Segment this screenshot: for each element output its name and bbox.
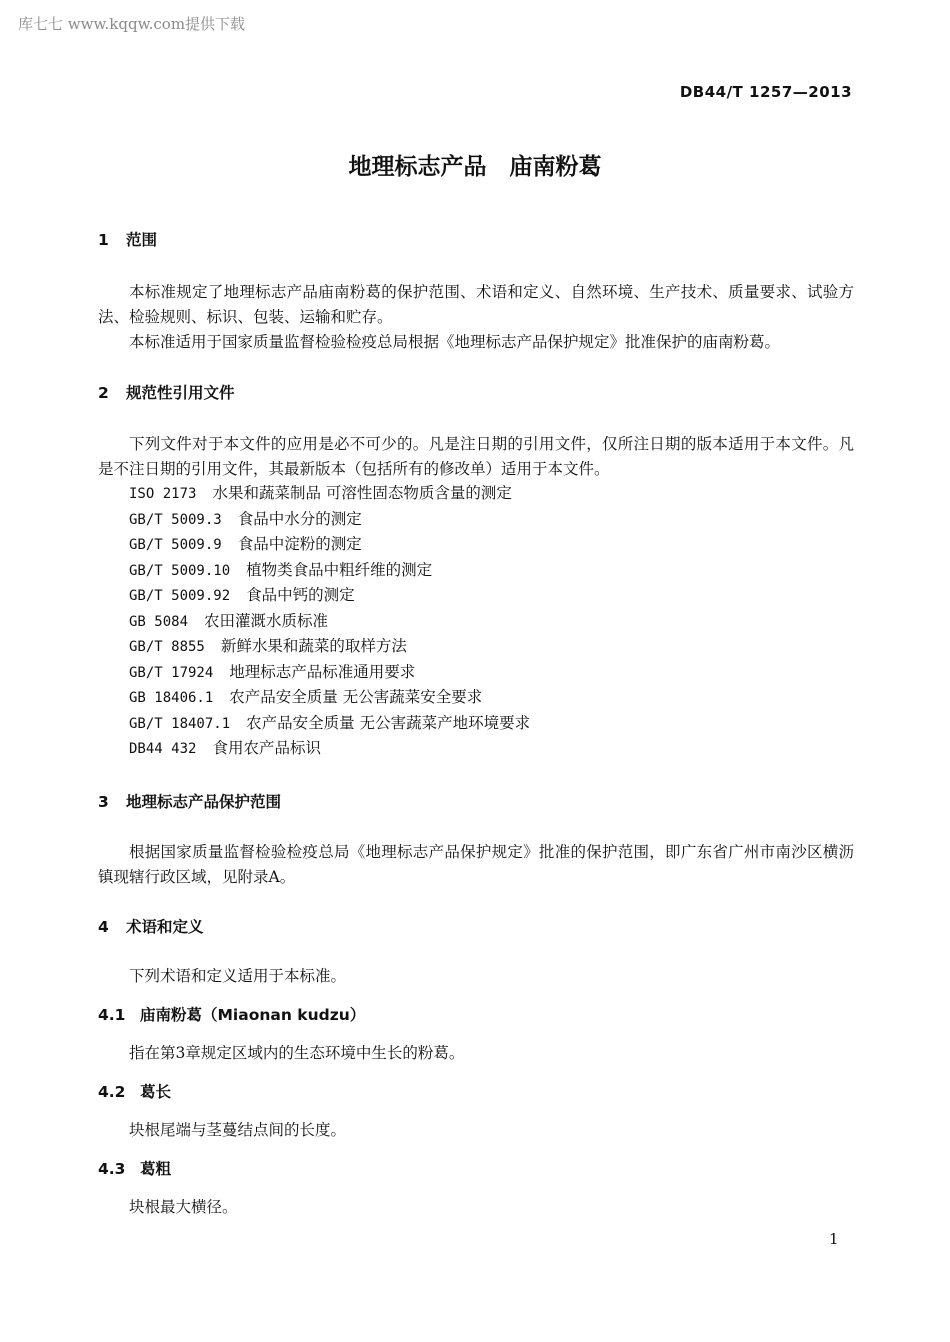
reference-title: 新鲜水果和蔬菜的取样方法 — [220, 637, 407, 655]
reference-title: 农田灌溉水质标准 — [204, 611, 329, 630]
term-4-3-definition: 块根最大横径。 — [129, 1198, 238, 1216]
term-4-1-definition: 指在第3章规定区域内的生态环境中生长的粉葛。 — [129, 1044, 465, 1062]
term-number: 4.1 — [98, 1006, 126, 1024]
section-number: 2 — [98, 384, 109, 402]
term-4-2-definition: 块根尾端与茎蔓结点间的长度。 — [129, 1121, 347, 1139]
section-1-paragraph-1: 本标准规定了地理标志产品庙南粉葛的保护范围、术语和定义、自然环境、生产技术、质量要求、试验方法、检验规则、标识、包装、运输和贮存。 — [98, 283, 854, 326]
reference-item — [129, 507, 530, 533]
reference-item — [129, 711, 530, 737]
term-number: 4.2 — [98, 1083, 126, 1101]
section-3-paragraph: 根据国家质量监督检验检疫总局《地理标志产品保护规定》批准的保护范围，即广东省广州市南沙区横沥镇现辖行政区域，见附录A。 — [98, 843, 854, 886]
term-title: 葛长 — [140, 1083, 172, 1101]
reference-title: 农产品安全质量 无公害蔬菜产地环境要求 — [246, 713, 531, 732]
term-title: 葛粗 — [140, 1160, 172, 1178]
reference-item — [129, 609, 530, 635]
section-1-paragraph-2: 本标准适用于国家质量监督检验检疫总局根据《地理标志产品保护规定》批准保护的庙南粉葛。 — [129, 333, 781, 351]
reference-item — [129, 660, 530, 686]
reference-code: GB/T 5009.9 — [129, 537, 222, 553]
term-4-1-heading — [98, 1003, 365, 1025]
section-title: 范围 — [126, 231, 158, 249]
reference-item — [129, 736, 530, 762]
reference-code: GB/T 17924 — [129, 664, 214, 681]
reference-code: GB/T 5009.3 — [129, 511, 222, 528]
section-3-heading — [98, 790, 281, 812]
reference-title: 食用农产品标识 — [212, 739, 321, 757]
reference-item — [129, 583, 530, 609]
reference-item — [129, 481, 530, 507]
section-4-intro: 下列术语和定义适用于本标准。 — [129, 967, 347, 985]
reference-title: 食品中水分的测定 — [237, 509, 362, 528]
reference-code: GB/T 5009.10 — [129, 562, 231, 579]
term-title: 庙南粉葛（Miaonan kudzu） — [140, 1006, 366, 1024]
reference-title: 植物类食品中粗纤维的测定 — [246, 560, 433, 579]
reference-code: GB 18406.1 — [129, 690, 214, 706]
page-number: 1 — [829, 1230, 839, 1248]
section-title: 术语和定义 — [126, 918, 204, 936]
reference-code: GB/T 5009.92 — [129, 588, 231, 604]
term-number: 4.3 — [98, 1160, 126, 1178]
reference-item — [129, 532, 530, 558]
reference-title: 地理标志产品标准通用要求 — [229, 662, 416, 681]
reference-item — [129, 558, 530, 584]
watermark: 库七七 www.kqqw.com提供下载 — [18, 15, 246, 33]
reference-title: 食品中淀粉的测定 — [237, 535, 362, 553]
standard-code: DB44/T 1257—2013 — [679, 83, 852, 101]
reference-code: ISO 2173 — [129, 486, 197, 502]
section-number: 4 — [98, 918, 109, 936]
section-2-intro: 下列文件对于本文件的应用是必不可少的。凡是注日期的引用文件，仅所注日期的版本适用于本文件。凡是不注日期的引用文件，其最新版本（包括所有的修改单）适用于本文件。 — [98, 435, 854, 478]
section-4-heading — [98, 915, 204, 937]
section-1-heading — [98, 228, 157, 250]
reference-code: DB44 432 — [129, 741, 197, 757]
reference-item — [129, 685, 530, 711]
reference-list — [129, 481, 530, 762]
reference-code: GB 5084 — [129, 613, 189, 630]
reference-code: GB/T 8855 — [129, 639, 205, 655]
reference-title: 水果和蔬菜制品 可溶性固态物质含量的测定 — [212, 484, 512, 502]
section-number: 3 — [98, 793, 109, 811]
reference-item — [129, 634, 530, 660]
reference-title: 食品中钙的测定 — [246, 586, 355, 604]
reference-title: 农产品安全质量 无公害蔬菜安全要求 — [229, 688, 483, 706]
section-title: 地理标志产品保护范围 — [126, 793, 282, 811]
section-title: 规范性引用文件 — [126, 384, 235, 402]
section-number: 1 — [98, 231, 109, 249]
term-4-2-heading — [98, 1080, 171, 1102]
term-4-3-heading — [98, 1157, 171, 1179]
reference-code: GB/T 18407.1 — [129, 715, 231, 732]
page-title: 地理标志产品 庙南粉葛 — [348, 154, 602, 180]
section-2-heading — [98, 381, 235, 403]
